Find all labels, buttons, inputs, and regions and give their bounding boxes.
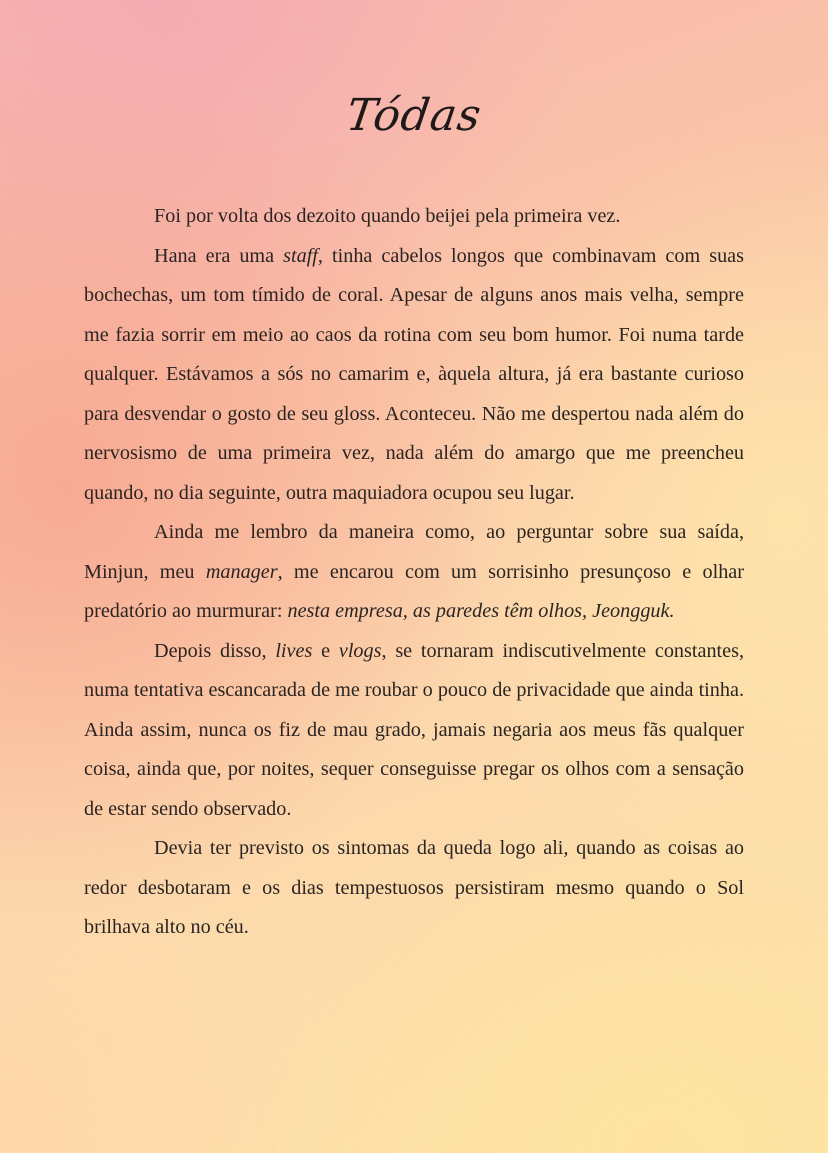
italic-term: manager	[205, 560, 278, 583]
text-run: Devia ter previsto os sintomas da queda logo ali, quando as coisas ao redor desbotaram e os dias tempestuosos persistiram mesmo quando o Sol brilhava alto no céu.	[84, 837, 744, 938]
paragraph	[84, 237, 744, 514]
paragraph	[84, 197, 744, 237]
paragraph	[84, 513, 744, 632]
text-run: , se tornaram indiscutivelmente constantes, numa tentativa escancarada de me roubar o pouco de privacidade que ainda tinha. Ainda assim, nunca os fiz de mau grado, jamais negaria aos meus fãs qualquer coisa, ainda que, por noites, sequer conseguisse pregar os olhos com a sensação de estar sendo observado.	[84, 639, 745, 820]
chapter-body	[84, 197, 744, 948]
italic-term: lives	[275, 639, 313, 662]
text-run: Foi por volta dos dezoito quando beijei pela primeira vez.	[154, 205, 621, 227]
italic-term: vlogs	[338, 639, 382, 662]
text-run: Depois disso,	[154, 639, 276, 662]
text-run: , tinha cabelos longos que combinavam com suas bochechas, um tom tímido de coral. Apesar de alguns anos mais velha, sempre me fazia sorrir em meio ao caos da rotina com seu bom humor. Foi numa tarde qualquer. Estávamos a sós no camarim e, àquela altura, já era bastante curioso para desvendar o gosto de seu gloss. Aconteceu. Não me despertou nada além do nervosismo de uma primeira vez, nada além do amargo que me preencheu quando, no dia seguinte, outra maquiadora ocupou seu lugar.	[84, 244, 744, 504]
chapter-title: Tódas	[343, 90, 485, 141]
text-run: , me encarou com um sorrisinho presunçoso e olhar predatório ao murmurar:	[84, 560, 744, 622]
italic-term: nesta empresa, as paredes têm olhos, Jeongguk.	[287, 600, 675, 622]
italic-term: staff	[283, 244, 318, 267]
text-run: Hana era uma	[154, 244, 284, 267]
paragraph	[84, 829, 744, 948]
text-run: Ainda me lembro da maneira como, ao perguntar sobre sua saída, Minjun, meu	[84, 521, 744, 583]
text-run: e	[312, 639, 339, 662]
paragraph	[84, 632, 744, 830]
